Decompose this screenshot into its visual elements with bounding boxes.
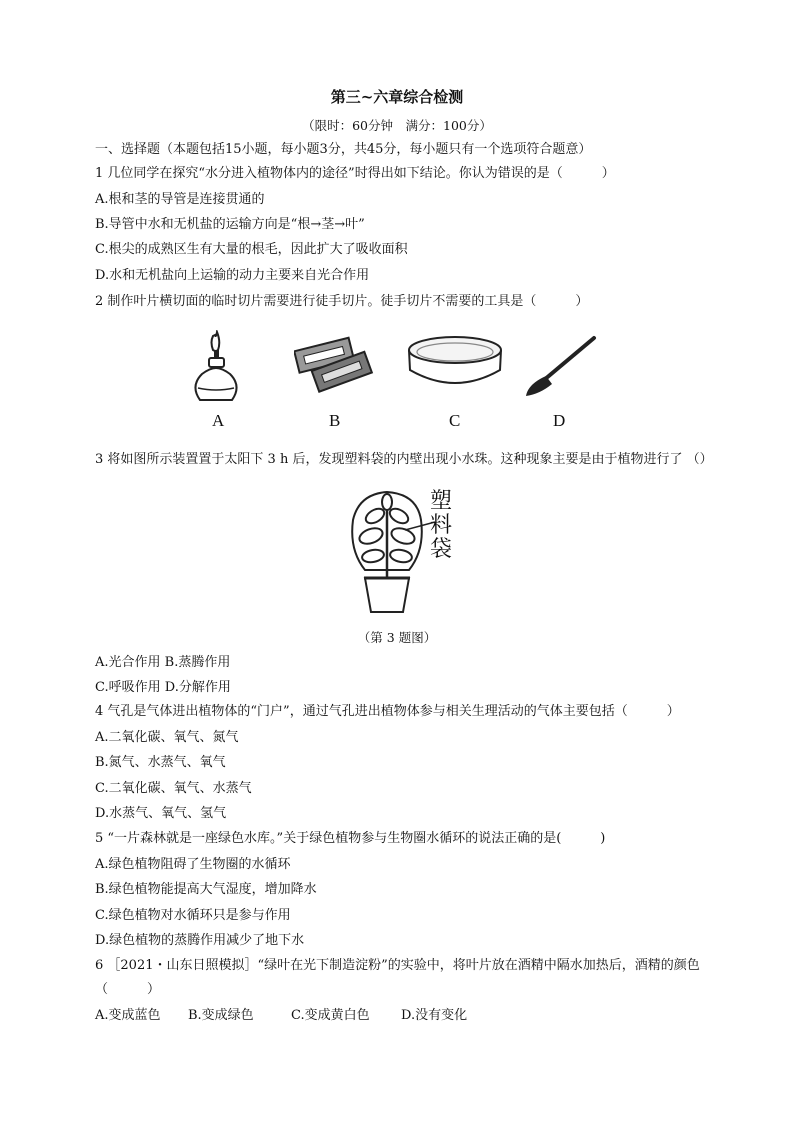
q6-stem: 6 ［2021・山东日照模拟］“绿叶在光下制造淀粉”的实验中，将叶片放在酒精中隔水加热后，酒精的颜色	[95, 958, 700, 973]
q2-stem: 2 制作叶片横切面的临时切片需要进行徒手切片。徒手切片不需要的工具是（ ）	[95, 294, 589, 309]
q3-options-cd: C.呼吸作用 D.分解作用	[95, 680, 231, 695]
figure-label-c: C	[449, 411, 461, 430]
q4-option-d: D.水蒸气、氧气、氢气	[95, 806, 227, 821]
figure-caption: （第 3 题图）	[357, 630, 437, 645]
q1-option-a: A.根和茎的导管是连接贯通的	[95, 192, 265, 207]
q6-option-b: B.变成绿色	[188, 1008, 254, 1023]
q3-options-ab: A.光合作用 B.蒸腾作用	[95, 655, 231, 670]
q4-option-c: C.二氧化碳、氧气、水蒸气	[95, 781, 252, 796]
brush-icon	[522, 334, 602, 400]
q6-answer-paren: （ ）	[95, 982, 161, 997]
petri-dish-icon	[405, 334, 505, 390]
q1-option-c: C.根尖的成熟区生有大量的根毛，因此扩大了吸收面积	[95, 242, 408, 257]
q1-stem: 1 几位同学在探究“水分进入植物体内的途径”时得出如下结论。你认为错误的是（ ）	[95, 166, 615, 181]
q3-stem: 3 将如图所示装置置于太阳下 3 h 后，发现塑料袋的内壁出现小水珠。这种现象主要是由于植物进行了 （）	[95, 452, 713, 467]
figure-label-d: D	[553, 411, 566, 430]
q5-option-b: B.绿色植物能提高大气湿度，增加降水	[95, 882, 317, 897]
q6-option-c: C.变成黄白色	[291, 1008, 370, 1023]
q1-option-d: D.水和无机盐向上运输的动力主要来自光合作用	[95, 268, 370, 283]
q6-option-d: D.没有变化	[401, 1008, 468, 1023]
q5-option-d: D.绿色植物的蒸腾作用减少了地下水	[95, 933, 305, 948]
page-title: 第三~六章综合检测	[330, 88, 464, 106]
q4-option-a: A.二氧化碳、氧气、氮气	[95, 730, 239, 745]
figure-label-a: A	[212, 411, 225, 430]
q1-option-b: B.导管中水和无机盐的运输方向是“根→茎→叶”	[95, 217, 365, 232]
potted-plant-bag-icon	[347, 490, 427, 616]
alcohol-lamp-icon	[188, 330, 250, 402]
razor-blade-icon	[294, 332, 374, 394]
q5-stem: 5 “一片森林就是一座绿色水库。”关于绿色植物参与生物圈水循环的说法正确的是( )	[95, 831, 606, 846]
q4-option-b: B.氮气、水蒸气、氧气	[95, 755, 226, 770]
exam-info: （限时：60分钟 满分：100分）	[302, 118, 492, 133]
section-heading: 一、选择题（本题包括15小题，每小题3分，共45分，每小题只有一个选项符合题意）	[95, 142, 592, 157]
q6-option-a: A.变成蓝色	[95, 1008, 161, 1023]
figure-label-b: B	[329, 411, 341, 430]
q4-stem: 4 气孔是气体进出植物体的“门户”，通过气孔进出植物体参与相关生理活动的气体主要包括（ ）	[95, 704, 680, 719]
q5-option-a: A.绿色植物阻碍了生物圈的水循环	[95, 857, 291, 872]
bag-label: 塑 料 袋	[430, 489, 453, 562]
q5-option-c: C.绿色植物对水循环只是参与作用	[95, 908, 291, 923]
q6-options	[95, 1008, 467, 1024]
